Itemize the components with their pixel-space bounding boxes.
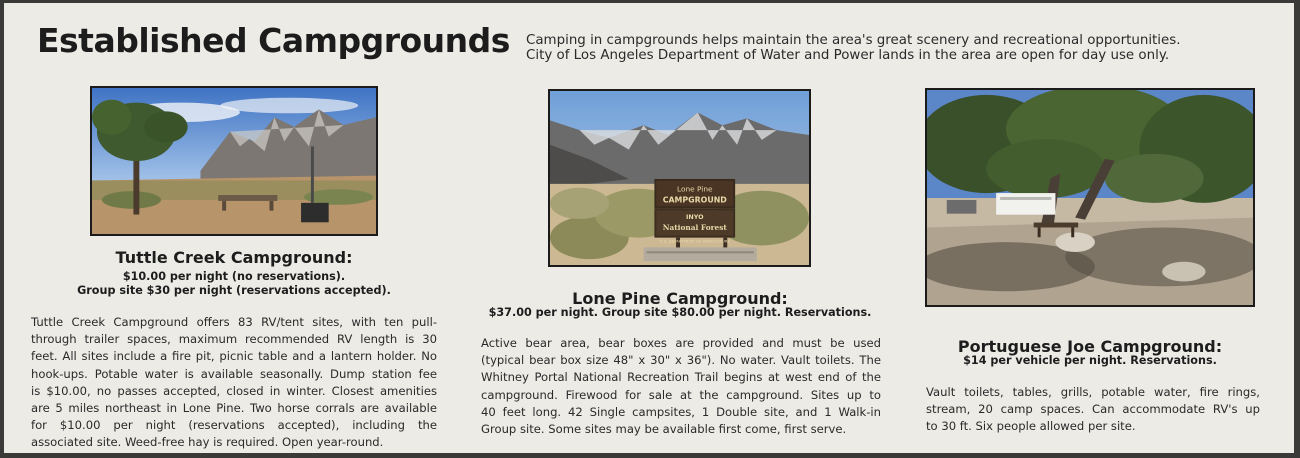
- campground-description: [481, 335, 881, 438]
- description-line: Whitney Portal National Recreation Trail begins at west end of the: [481, 370, 881, 385]
- intro-line: City of Los Angeles Department of Water and Power lands in the area are open for day use only.: [526, 48, 1170, 63]
- description-line: is $10.00, no passes accepted, closed in winter. Closest amenities: [31, 383, 437, 398]
- campground-name: Tuttle Creek Campground:: [115, 248, 353, 267]
- page-title: Established Campgrounds: [37, 21, 510, 60]
- sign-text-line3: INYO: [685, 213, 704, 222]
- description-line: feet. All sites include a fire pit, picnic table and a lantern holder. No: [31, 349, 437, 364]
- price-line: $37.00 per night. Group site $80.00 per night. Reservations.: [488, 306, 872, 319]
- sign-panel: [4, 3, 1294, 453]
- campground-price: [480, 306, 880, 320]
- lone-pine-photo: [548, 89, 811, 267]
- sign-text-line1: Lone Pine: [676, 184, 713, 194]
- description-line: to 30 ft. Six people allowed per site.: [926, 419, 1136, 434]
- campground-description: [31, 314, 437, 452]
- description-line: Vault toilets, tables, grills, potable water, fire rings,: [926, 385, 1260, 399]
- description-line: 40 feet long. 42 Single campsites, 1 Double site, and 1 Walk-in: [481, 404, 881, 419]
- description-line: (typical bear box size 48" x 30" x 36"). No water. Vault toilets. The: [481, 353, 881, 368]
- description-line: Tuttle Creek Campground offers 83 RV/tent sites, with ten pull-: [31, 315, 437, 329]
- price-line: $10.00 per night (no reservations).: [122, 270, 346, 283]
- campground-name: Lone Pine Campground:: [572, 289, 788, 308]
- description-line: hook-ups. Potable water is available seasonally. Dump station fee: [31, 366, 437, 381]
- description-line: for $10.00 per night (reservations accepted), including the: [31, 418, 437, 433]
- tuttle-creek-photo: [90, 86, 378, 236]
- portuguese-joe-photo: [925, 88, 1255, 307]
- description-line: associated site. Weed-free hay is required. Open year-round.: [31, 435, 384, 450]
- sign-text-line2: CAMPGROUND: [662, 195, 727, 205]
- price-line: $14 per vehicle per night. Reservations.: [963, 354, 1217, 367]
- description-line: are 5 miles northeast in Lone Pine. Two horse corrals are available: [31, 401, 437, 416]
- description-line: Active bear area, bear boxes are provided and must be used: [481, 336, 881, 350]
- campground-description: [926, 384, 1260, 436]
- intro-line: Camping in campgrounds helps maintain the area's great scenery and recreational opportunities.: [526, 33, 1181, 48]
- campground-price: [34, 270, 434, 298]
- intro-text: [526, 33, 1286, 63]
- description-line: through trailer spaces, maximum recommended RV length is 30: [31, 332, 437, 347]
- campground-name: Portuguese Joe Campground:: [957, 337, 1223, 356]
- sign-text-line4: National Forest: [662, 222, 727, 232]
- description-line: stream, 20 camp spaces. Can accommodate RV's up: [926, 402, 1260, 417]
- description-line: campground. Firewood for sale at the campground. Sites up to: [481, 387, 881, 402]
- sign-text-line5: U.S. DEPARTMENT OF AGRICULTURE: [659, 238, 731, 244]
- description-line: Group site. Some sites may be available first come, first serve.: [481, 422, 847, 437]
- campground-price: [890, 354, 1290, 368]
- price-line: Group site $30 per night (reservations accepted).: [77, 284, 391, 297]
